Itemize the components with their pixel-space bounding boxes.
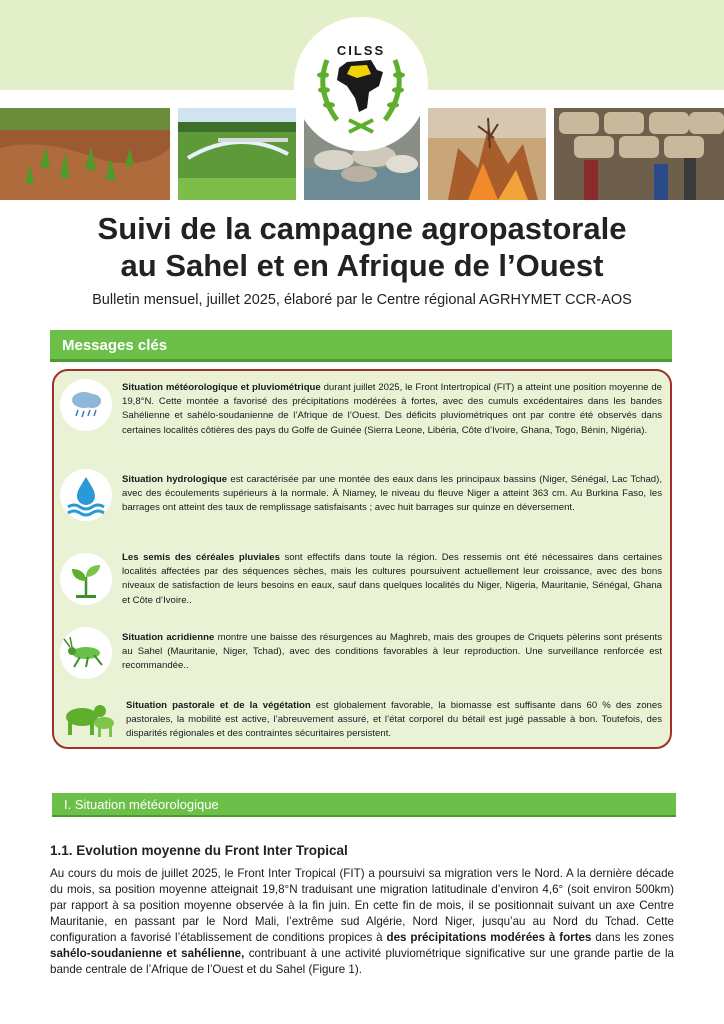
message-text: durant juillet 2025, le Front Intertropical (FIT) a atteint une position moyenne de 19,8°N. Cette montée a favorisé des précipitations modérées à fortes, avec des cumuls excédentaires dans les bandes Sahélienne et sahélo-soudanienne de l’Afrique de l’Ouest. Des déficits pluviométriques ont par contre été observés dans certaines localités côtières des pays du Golfe de Guinée (Sierra Leone, Libéria, Côte d’Ivoire, Ghana, Togo, Bénin, Nigéria). bbox=[122, 382, 662, 436]
message-bold: Situation acridienne bbox=[122, 632, 215, 643]
paragraph-text: dans les zones bbox=[591, 931, 674, 944]
message-item-pastoral bbox=[126, 699, 662, 742]
cilss-logo bbox=[297, 20, 425, 148]
subtitle: Bulletin mensuel, juillet 2025, élaboré par le Centre régional AGRHYMET CCR-AOS bbox=[92, 292, 632, 308]
water-drop-icon bbox=[60, 469, 112, 521]
paragraph-text: Au cours du mois de juillet 2025, le Front Inter Tropical (FIT) a poursuivi sa migration vers le Nord. A la dernière décade du mois, sa position moyenne atteignait 19,8°N traduisant une migration latitudinale d’environ 4,6° (soit environ 500km) par rapport à sa position moyenne observée à la fin juin. En cette fin de mois, il se positionnait suivant un axe Centre Mauritanie, en passant par le Nord Mali, l’extrême sud Algérie, Nord Niger, jusqu’au au Nord du Tchad. Cette configuration a favorisé l’établissement de conditions propices à bbox=[50, 867, 674, 944]
title-line-2: au Sahel et en Afrique de l’Ouest bbox=[120, 248, 604, 283]
message-text: montre une baisse des résurgences au Maghreb, mais des groupes de Criquets pèlerins sont présents au Sahel (Mauritanie, Niger, Tchad), avec des conditions favorables à leur reproduction. Une surveillance renforcée est recommandée.. bbox=[122, 632, 662, 672]
message-item-locust bbox=[122, 631, 662, 674]
locust-icon bbox=[60, 627, 112, 679]
title-line-1: Suivi de la campagne agropastorale bbox=[97, 211, 627, 246]
message-bold: Les semis des céréales pluviales bbox=[122, 552, 280, 563]
message-item-crops bbox=[122, 551, 662, 608]
paragraph-bold: sahélo-soudanienne et sahélienne, bbox=[50, 947, 245, 960]
message-item-meteo bbox=[122, 381, 662, 438]
crop-field-photo bbox=[0, 108, 170, 200]
key-messages-header bbox=[50, 330, 672, 362]
paragraph-text: contribuant à une activité pluviométrique significative sur une grande partie de la bande centrale de l’Afrique de l’Ouest et du Sahel (Figure 1). bbox=[50, 947, 674, 976]
section-meteo-title: I. Situation météorologique bbox=[64, 797, 219, 812]
body-paragraph bbox=[50, 866, 674, 978]
seedling-icon bbox=[60, 553, 112, 605]
message-text: sont effectifs dans toute la région. Des ressemis ont été nécessaires dans certaines localités affectées par des séquences sèches, mais les cultures poursuivent actuellement leur croissance, avec des bons niveaux de satisfaction de leurs besoins en eaux, sauf dans quelques localités du Niger, Nigeria, Mauritanie, Sénégal, Ghana et Côte d’Ivoire.. bbox=[122, 552, 662, 606]
section-meteo-header bbox=[52, 793, 676, 817]
key-messages-box bbox=[52, 369, 672, 749]
key-messages-title: Messages clés bbox=[62, 337, 168, 354]
irrigation-photo bbox=[178, 108, 296, 200]
message-text: est caractérisée par une montée des eaux dans les principaux bassins (Niger, Sénégal, Lac Tchad), avec des écoulements supérieurs à la normale. À Niamey, le niveau du fleuve Niger a atteint 363 cm. Au Burkina Faso, les barrages ont atteint des taux de remplissage satisfaisants ; avec huit barrages sur quinze en déversement. bbox=[122, 474, 662, 514]
subsection-title: 1.1. Evolution moyenne du Front Inter Tropical bbox=[50, 843, 348, 858]
cattle-icon bbox=[60, 697, 116, 741]
grain-market-photo bbox=[554, 108, 724, 200]
message-text: est globalement favorable, la biomasse est suffisante dans 60 % des zones pastorales, la mobilité est active, l’abreuvement assuré, et l’état corporel du bétail est jugé passable à bon. Toutefois, des disparités régionales et des contraintes sécuritaires persistent. bbox=[126, 700, 662, 740]
message-bold: Situation hydrologique bbox=[122, 474, 228, 485]
page-title bbox=[0, 210, 724, 284]
message-bold: Situation météorologique et pluviométrique bbox=[122, 382, 321, 393]
message-item-hydro bbox=[122, 473, 662, 516]
paragraph-bold: des précipitations modérées à fortes bbox=[386, 931, 592, 944]
message-bold: Situation pastorale et de la végétation bbox=[126, 700, 311, 711]
logo-text: CILSS bbox=[336, 43, 386, 58]
bushfire-photo bbox=[428, 108, 546, 200]
rain-cloud-icon bbox=[60, 379, 112, 431]
